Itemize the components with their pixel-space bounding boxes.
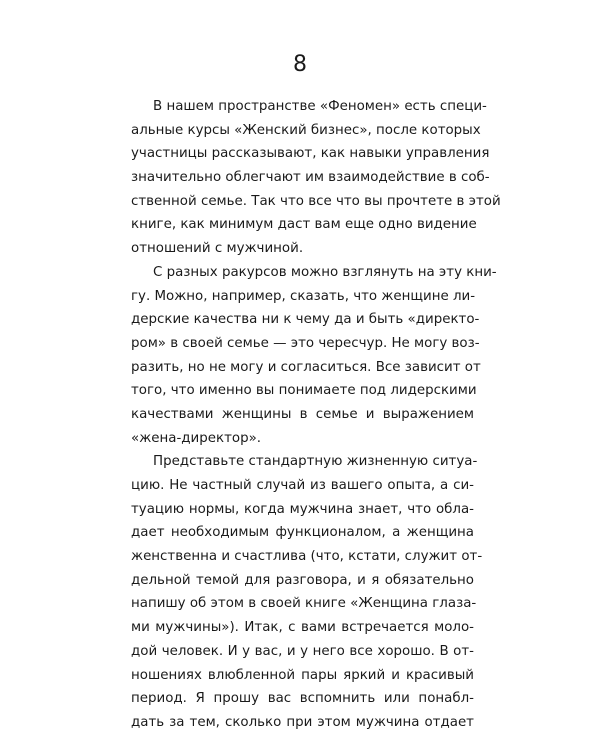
text-line: книге, как минимум даст вам еще одно видение — [131, 217, 477, 233]
text-line: качествами женщины в семье и выражением — [131, 406, 474, 422]
paragraph-3 — [131, 450, 483, 734]
text-line: В нашем пространстве «Феномен» есть специ- — [153, 99, 487, 114]
text-line: дой человек. И у вас, и у него все хорошо. В от- — [131, 643, 474, 659]
text-line: период. Я прошу вас вспомнить или понабл- — [131, 691, 474, 707]
text-line: дать за тем, сколько при этом мужчина отдает — [131, 714, 474, 730]
text-line: разить, но не могу и согласиться. Все зависит от — [131, 359, 481, 375]
text-line: напишу об этом в своей книге «Женщина глаза- — [131, 596, 477, 612]
text-line: Представьте стандартную жизненную ситуа- — [153, 454, 478, 470]
paragraph-2 — [131, 261, 497, 451]
text-line: альные курсы «Женский бизнес», после которых — [131, 122, 481, 138]
text-line: ственной семье. Так что все что вы прочтете в этой — [131, 193, 501, 209]
text-line: ношениях влюбленной пары яркий и красивый — [131, 667, 474, 683]
page-number: 8 — [293, 52, 307, 77]
text-line: ром» в своей семье — это чересчур. Не могу воз- — [131, 335, 480, 351]
text-line: женственна и счастлива (что, кстати, служит от- — [131, 549, 483, 565]
text-line: С разных ракурсов можно взглянуть на эту кни- — [153, 264, 497, 280]
text-line: дает необходимым функционалом, а женщина — [131, 525, 474, 541]
text-line: значительно облегчают им взаимодействие в соб- — [131, 170, 490, 186]
text-line: гу. Можно, например, сказать, что женщине ли- — [131, 288, 476, 304]
text-line: дельной темой для разговора, и я обязательно — [131, 572, 474, 588]
paragraph-1 — [131, 95, 501, 261]
text-line: дерские качества ни к чему да и быть «директо- — [131, 312, 480, 328]
text-line: туацию нормы, когда мужчина знает, что обла- — [131, 501, 474, 517]
text-line: ми мужчины»). Итак, с вами встречается моло- — [131, 620, 474, 636]
body-text — [131, 95, 501, 735]
text-line: участницы рассказывают, как навыки управления — [131, 146, 490, 162]
text-line: того, что именно вы понимаете под лидерскими — [131, 383, 477, 399]
text-line: «жена-директор». — [131, 430, 262, 446]
text-line: цию. Не частный случай из вашего опыта, а си- — [131, 478, 474, 493]
text-line: отношений с мужчиной. — [131, 241, 304, 257]
